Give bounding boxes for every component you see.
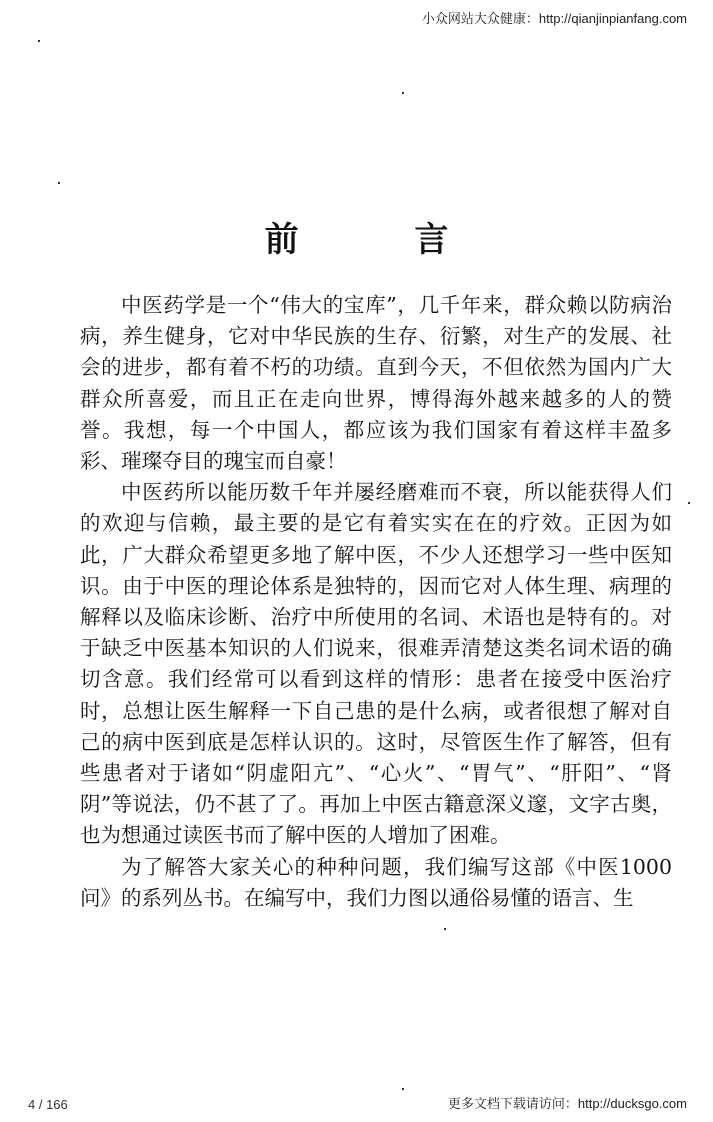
- paragraph-2: 中医药所以能历数千年并屡经磨难而不衰，所以能获得人们的欢迎与信赖，最主要的是它有着实实在在的疗效。正因为如此，广大群众希望更多地了解中医，不少人还想学习一些中医知识。由于中医的理论体系是独特的，因而它对人体生理、病理的解释以及临床诊断、治疗中所使用的名词、术语也是特有的。对于缺乏中医基本知识的人们说来，很难弄清楚这类名词术语的确切含意。我们经常可以看到这样的情形：患者在接受中医治疗时，总想让医生解释一下自己患的是什么病，或者很想了解对自己的病中医到底是怎样认识的。这时，尽管医生作了解答，但有些患者对于诸如“阴虚阳亢”、“心火”、“胃气”、“肝阳”、“肾阴”等说法，仍不甚了了。再加上中医古籍意深义邃，文字古奥，也为想通过读医书而了解中医的人增加了困难。: [80, 480, 672, 848]
- scan-speck: [402, 92, 404, 94]
- paragraph-1: 中医药学是一个“伟大的宝库”，几千年来，群众赖以防病治病，养生健身，它对中华民族的生存、衍繁，对生产的发展、社会的进步，都有着不朽的功绩。直到今天，不但依然为国内广大群众所喜爱，而且正在走向世界，博得海外越来越多的人的赞誉。我想，每一个中国人，都应该为我们国家有着这样丰盈多彩、璀璨夺目的瑰宝而自豪！: [80, 293, 672, 474]
- scan-speck: [38, 40, 40, 42]
- header-site-note: 小众网站大众健康：http://qianjinpianfang.com: [421, 11, 687, 26]
- scan-speck: [58, 182, 60, 184]
- scan-speck: [444, 928, 446, 930]
- page-number: 4 / 166: [28, 1097, 68, 1112]
- footer-download-note: 更多文档下载请访问：http://ducksgo.com: [447, 1096, 687, 1111]
- document-body: [80, 290, 672, 914]
- scan-speck: [402, 1088, 404, 1090]
- paragraph-3: 为了解答大家关心的种种问题，我们编写这部《中医1000问》的系列丛书。在编写中，我们力图以通俗易懂的语言、生: [80, 854, 672, 910]
- scan-speck: [688, 502, 690, 504]
- page-title: 前 言: [264, 220, 501, 260]
